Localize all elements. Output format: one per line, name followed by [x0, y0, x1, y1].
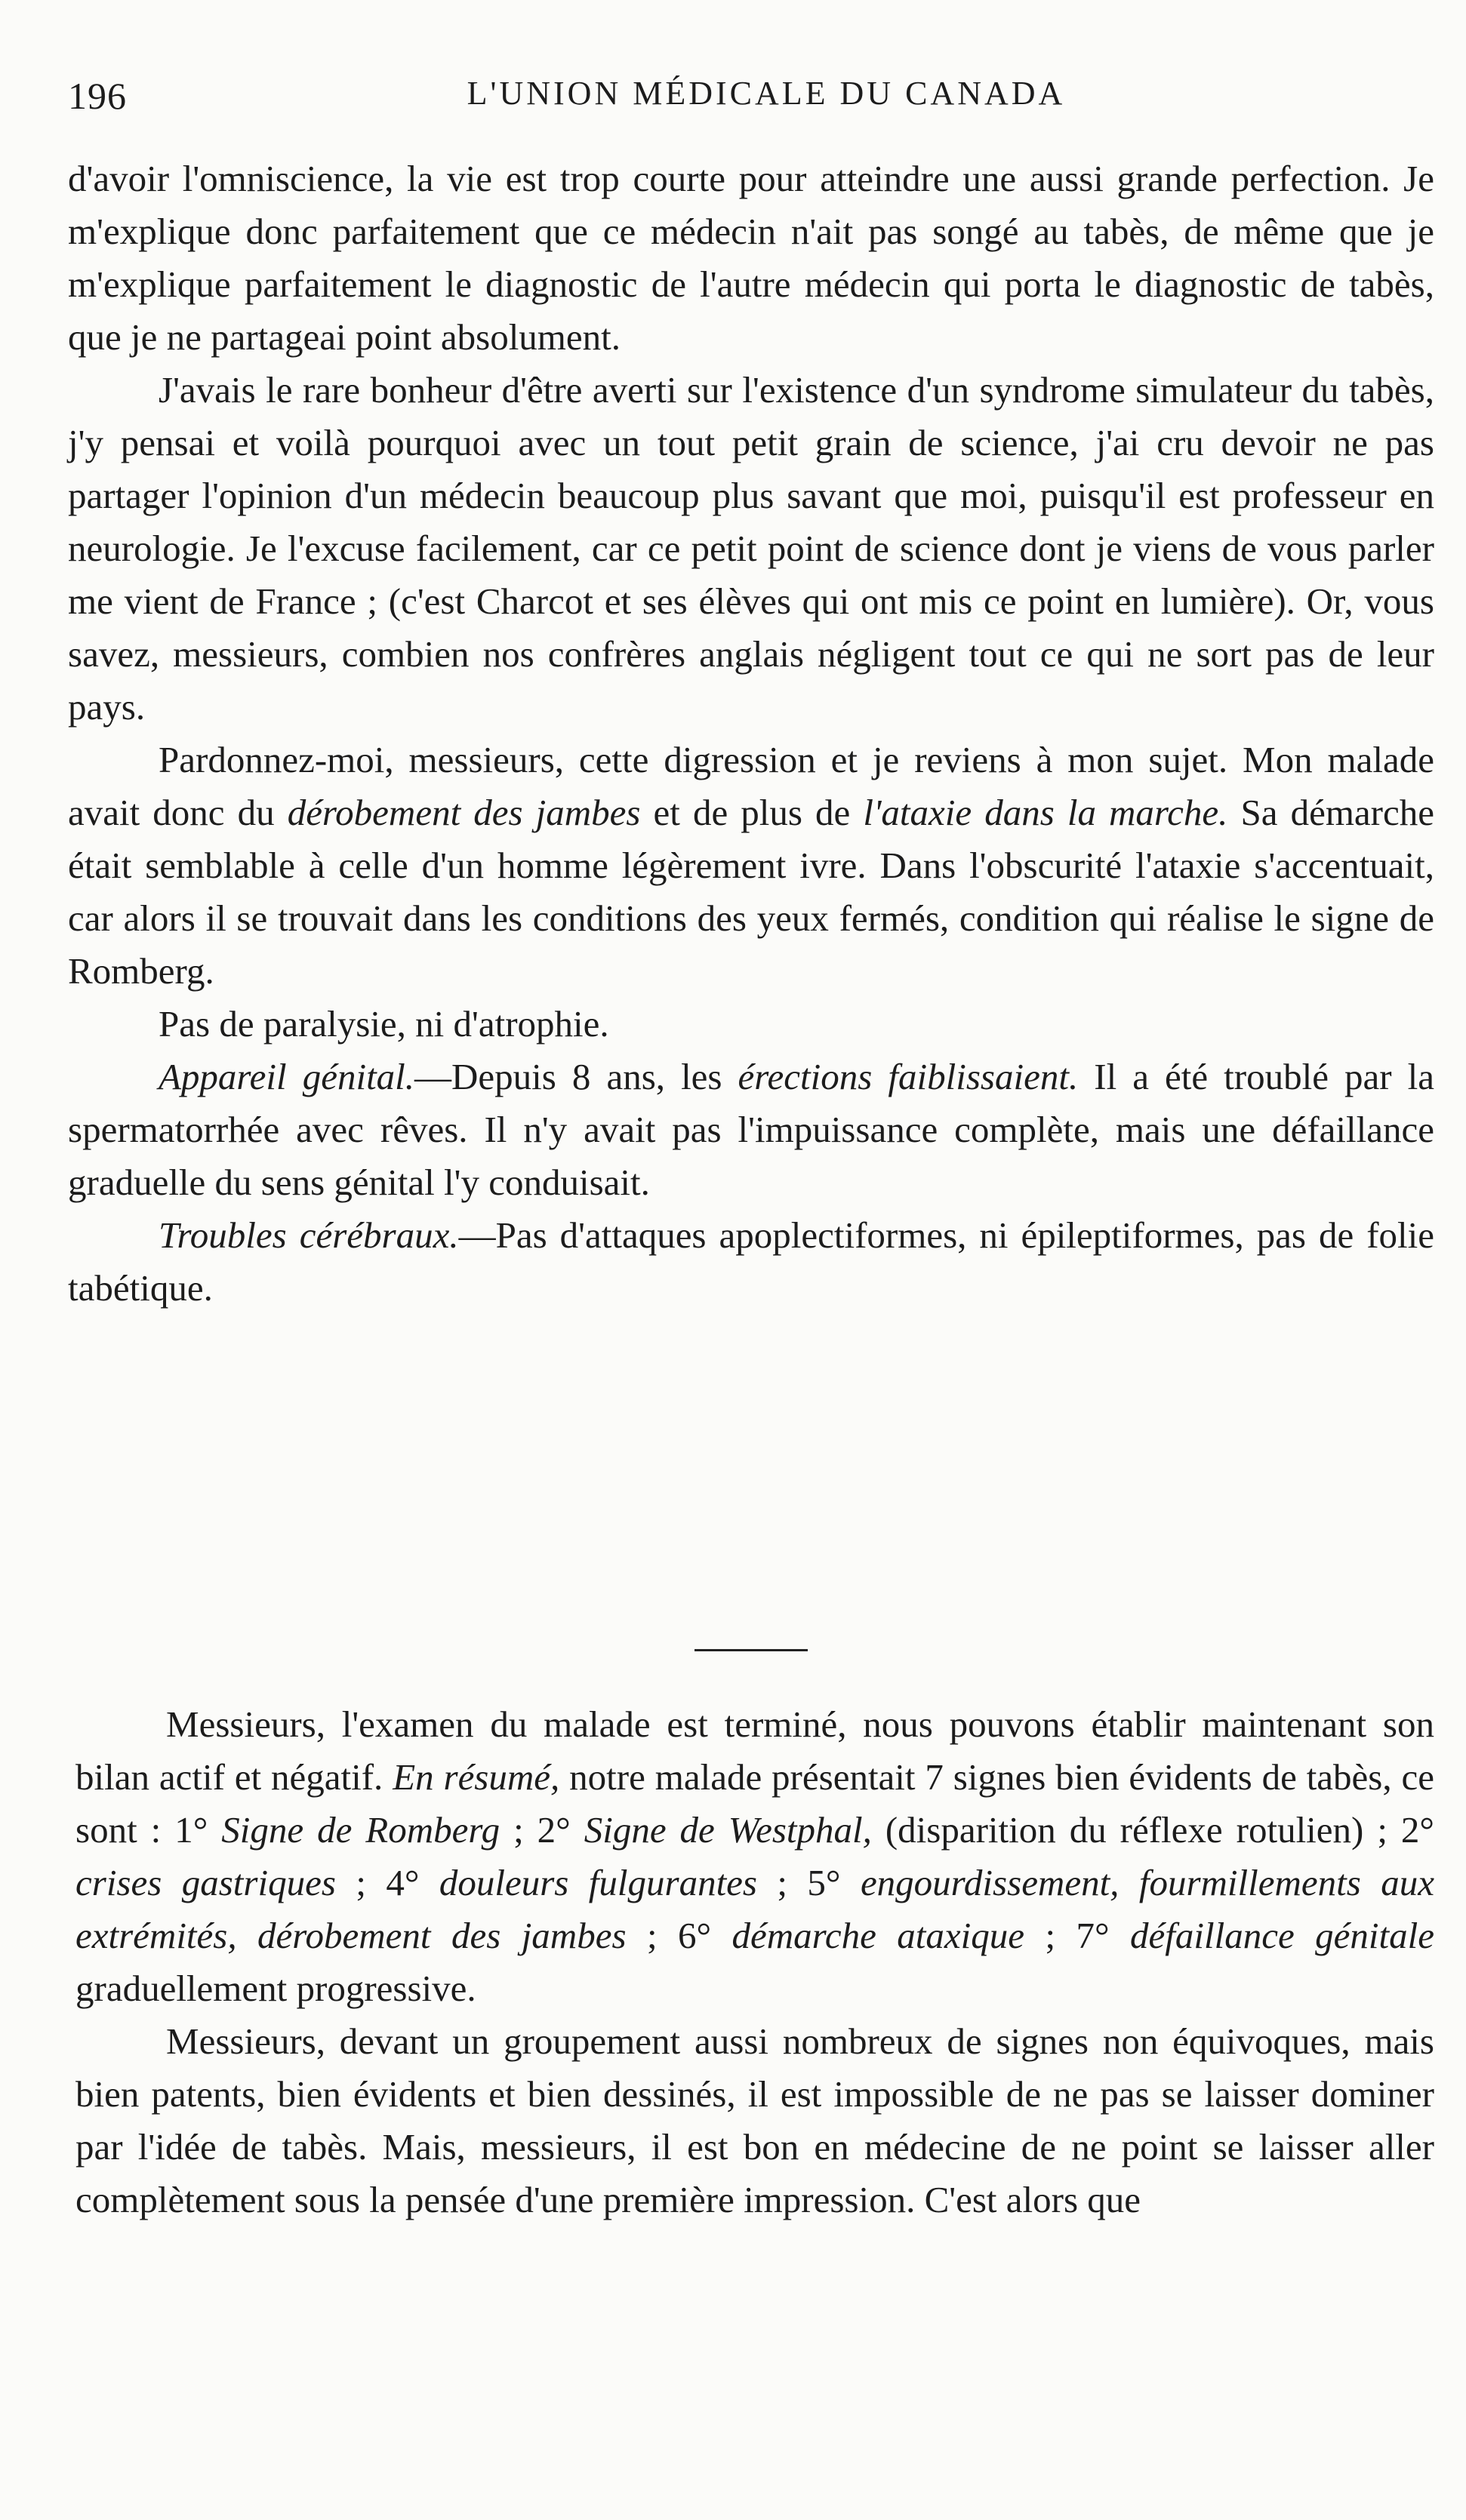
page-number: 196 [68, 75, 127, 117]
text-run: ; 4° [335, 1862, 439, 1903]
italic-term: crises gastriques [75, 1862, 336, 1903]
italic-term: érections faiblissaient. [738, 1056, 1079, 1097]
text-run: Messieurs, l'examen du malade est terminé, nous pouvons établir maintenant son bilan actif et négatif. [75, 1703, 1434, 1798]
italic-term: dérobement des jambes [287, 792, 641, 833]
text-run: —Depuis 8 ans, les [414, 1056, 738, 1097]
paragraph [68, 1209, 1434, 1315]
text-run: Sa démarche était semblable à celle d'un homme légèrement ivre. Dans l'obscurité l'ataxie s'accentuait, car alors il se trouvait dans les conditions des yeux fermés, condition qui réalise le signe de Romberg. [68, 792, 1434, 992]
text-run: graduellement progressive. [75, 1968, 476, 2009]
text-run: (disparition du réflexe rotulien) ; 2° [871, 1809, 1434, 1851]
italic-term: douleurs fulgurantes [439, 1862, 757, 1903]
text-run: et de plus de [640, 792, 864, 833]
italic-term: l'ataxie dans la marche. [863, 792, 1228, 833]
text-run: ; 7° [1024, 1915, 1131, 1956]
text-run: Pardonnez-moi, messieurs, cette digression et je reviens à mon sujet. Mon malade avait donc du [68, 739, 1434, 833]
text-run: notre malade présentait 7 signes bien évidents de tabès, ce sont : 1° [75, 1756, 1434, 1851]
italic-heading: Appareil génital. [159, 1056, 415, 1097]
text-section-2 [75, 1698, 1434, 2226]
paragraph [68, 734, 1434, 998]
italic-term: En résumé, [393, 1756, 560, 1798]
text-run: ; 5° [757, 1862, 861, 1903]
paragraph [75, 1698, 1434, 2015]
paragraph: Messieurs, devant un groupement aussi nombreux de signes non équivoques, mais bien patents, bien évidents et bien dessinés, il est impossible de ne pas se laisser dominer par l'idée de tabès. Mais, messieurs, il est bon en médecine de ne point se laisser aller complètement sous la pensée d'une première impression. C'est alors que [75, 2020, 1434, 2220]
italic-term: démarche ataxique [731, 1915, 1025, 1956]
italic-term: défaillance génitale [1130, 1915, 1434, 1956]
paragraph: Pas de paralysie, ni d'atrophie. [159, 1003, 609, 1045]
paragraph: J'avais le rare bonheur d'être averti sur l'existence d'un syndrome simulateur du tabès, j'y pensai et voilà pourquoi avec un tout petit grain de science, j'ai cru devoir ne pas partager l'opinion d'un médecin beaucoup plus savant que moi, puisqu'il est professeur en neurologie. Je l'excuse facilement, car ce petit point de science dont je viens de vous parler me vient de France ; (c'est Charcot et ses élèves qui ont mis ce point en lumière). Or, vous savez, messieurs, combien nos confrères anglais négligent tout ce qui ne sort pas de leur pays. [68, 369, 1434, 728]
paragraph [68, 1051, 1434, 1209]
running-title: L'UNION MÉDICALE DU CANADA [467, 75, 1066, 112]
paragraph: d'avoir l'omniscience, la vie est trop courte pour atteindre une aussi grande perfection. Je m'explique donc parfaitement que ce médecin n'ait pas songé au tabès, de même que je m'explique parfaitement le diagnostic de l'autre médecin qui porta le diagnostic de tabès, que je ne partageai point absolument. [68, 158, 1434, 358]
text-section-1 [68, 152, 1434, 1315]
text-run: ; 6° [626, 1915, 732, 1956]
italic-term: Signe de Romberg [221, 1809, 500, 1851]
text-run: Il a été troublé par la spermatorrhée avec rêves. Il n'y avait pas l'impuissance complète, mais une défaillance graduelle du sens génital l'y conduisait. [68, 1056, 1434, 1203]
page-header [68, 74, 1404, 127]
text-run: —Pas d'attaques apoplectiformes, ni épileptiformes, pas de folie tabétique. [68, 1214, 1434, 1309]
section-divider [695, 1649, 808, 1651]
italic-term: engourdissement, fourmillements aux extrémités, dérobement des jambes [75, 1862, 1434, 1956]
italic-heading: Troubles cérébraux. [159, 1214, 459, 1256]
italic-term: Signe de Westphal, [584, 1809, 872, 1851]
text-run: ; 2° [500, 1809, 584, 1851]
